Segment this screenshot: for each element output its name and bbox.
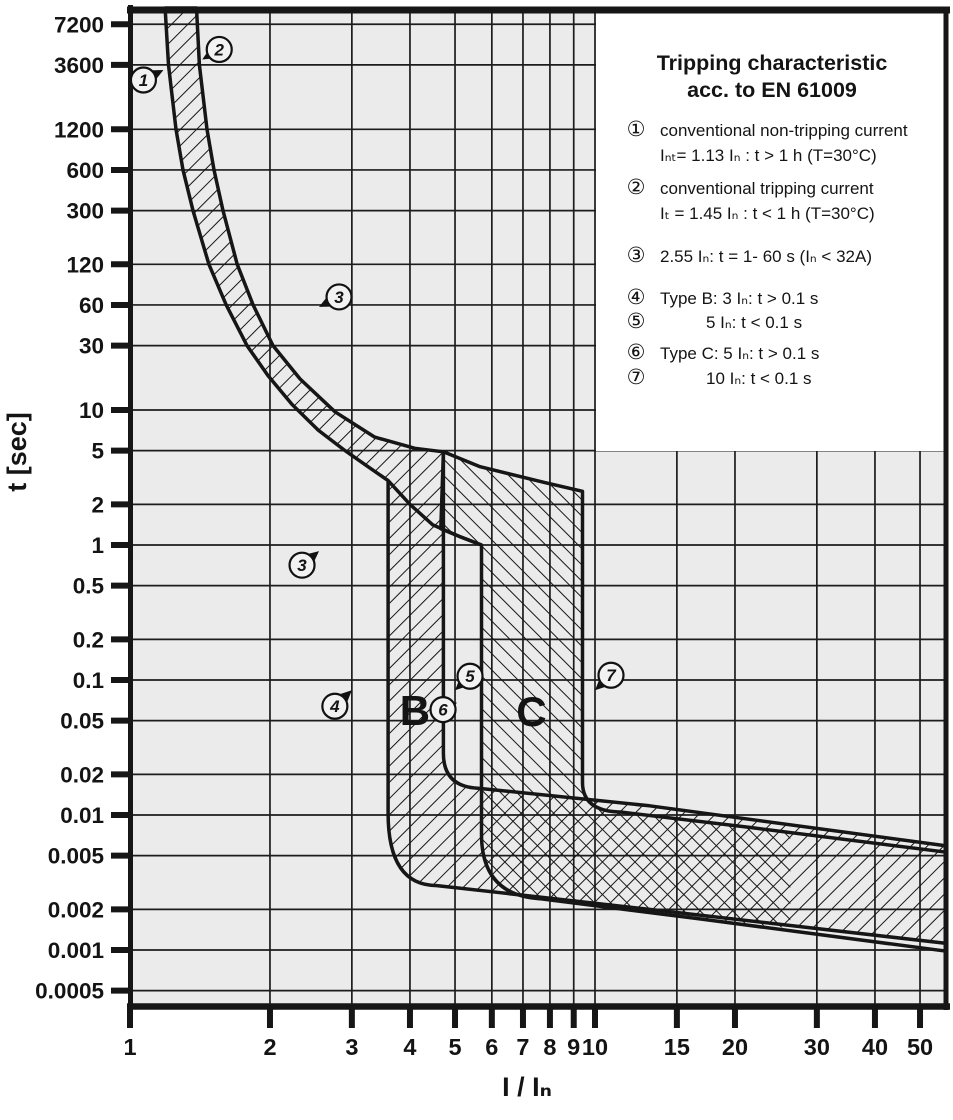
legend-item-text: conventional non-tripping current bbox=[660, 121, 908, 140]
y-tick-label: 600 bbox=[66, 157, 104, 183]
x-tick-label: 4 bbox=[403, 1034, 417, 1060]
marker-number: 4 bbox=[330, 697, 340, 717]
x-tick-label: 5 bbox=[448, 1034, 462, 1060]
marker-number: 3 bbox=[297, 556, 307, 576]
x-tick-label: 3 bbox=[345, 1034, 359, 1060]
marker-number: 1 bbox=[138, 71, 149, 91]
marker-number: 5 bbox=[465, 667, 475, 687]
band-letter-b: B bbox=[399, 686, 431, 734]
x-tick-label: 6 bbox=[485, 1034, 499, 1060]
legend-item-number: ④ bbox=[626, 286, 646, 309]
y-tick-label: 2 bbox=[91, 492, 104, 518]
y-tick-label: 0.5 bbox=[72, 573, 104, 599]
legend-item-text: Iₜ = 1.45 Iₙ : t < 1 h (T=30°C) bbox=[660, 204, 875, 223]
y-tick-label: 0.002 bbox=[47, 897, 104, 923]
y-tick-label: 0.0005 bbox=[35, 978, 104, 1004]
y-tick-label: 5 bbox=[91, 438, 104, 464]
y-axis-title: t [sec] bbox=[2, 412, 32, 492]
band-letter-c: C bbox=[516, 687, 547, 735]
x-tick-label: 9 bbox=[567, 1034, 581, 1060]
y-tick-label: 0.02 bbox=[60, 762, 104, 788]
x-tick-label: 15 bbox=[663, 1034, 690, 1060]
x-tick-label: 30 bbox=[803, 1034, 830, 1060]
legend-title-line1: Tripping characteristic bbox=[656, 51, 888, 75]
legend-item-text: conventional tripping current bbox=[660, 179, 874, 198]
y-tick-label: 7200 bbox=[53, 12, 104, 38]
y-tick-label: 1200 bbox=[53, 117, 104, 143]
legend-item-text: Type C: 5 Iₙ: t > 0.1 s bbox=[660, 344, 820, 363]
legend-item-3 bbox=[627, 244, 872, 267]
legend-title-line2: acc. to EN 61009 bbox=[687, 78, 857, 102]
marker-6 bbox=[431, 697, 458, 722]
y-tick-label: 0.005 bbox=[47, 843, 104, 869]
y-tick-label: 0.1 bbox=[72, 668, 104, 693]
y-tick-label: 10 bbox=[78, 398, 104, 423]
x-tick-label: 10 bbox=[581, 1034, 609, 1060]
x-tick-label: 40 bbox=[861, 1034, 889, 1060]
x-tick-label: 2 bbox=[263, 1034, 277, 1060]
x-tick-label: 7 bbox=[516, 1034, 530, 1060]
legend-item-text: Type B: 3 Iₙ: t > 0.1 s bbox=[660, 289, 819, 308]
marker-number: 2 bbox=[214, 40, 224, 60]
legend-item-number: ③ bbox=[626, 244, 646, 267]
marker-number: 3 bbox=[334, 287, 344, 307]
legend-item-text: 10 Iₙ: t < 0.1 s bbox=[706, 369, 812, 388]
y-tick-label: 3600 bbox=[53, 52, 104, 78]
y-tick-label: 0.2 bbox=[72, 627, 104, 653]
legend-item-text: 5 Iₙ: t < 0.1 s bbox=[706, 313, 803, 332]
y-tick-label: 60 bbox=[78, 292, 104, 318]
legend-item-number: ② bbox=[626, 176, 646, 199]
legend-item-number: ① bbox=[626, 118, 646, 141]
y-tick-label: 120 bbox=[66, 252, 104, 278]
legend-item-number: ⑦ bbox=[626, 366, 646, 389]
y-tick-label: 0.05 bbox=[60, 708, 104, 734]
x-tick-label: 20 bbox=[721, 1034, 749, 1060]
legend-item-text: Iₙₜ= 1.13 Iₙ : t > 1 h (T=30°C) bbox=[660, 146, 877, 165]
legend-item-number: ⑥ bbox=[626, 341, 646, 364]
legend-item-number: ⑤ bbox=[626, 310, 646, 333]
y-tick-label: 0.001 bbox=[47, 938, 104, 963]
marker-number: 7 bbox=[606, 666, 616, 686]
x-axis-title: I / Iₙ bbox=[502, 1072, 552, 1102]
marker-number: 6 bbox=[438, 700, 448, 720]
y-tick-label: 300 bbox=[66, 198, 104, 224]
y-tick-labels bbox=[35, 12, 104, 1003]
y-tick-label: 0.01 bbox=[60, 803, 104, 828]
y-tick-label: 30 bbox=[78, 333, 104, 359]
x-tick-label: 8 bbox=[543, 1034, 557, 1060]
x-tick-label: 1 bbox=[123, 1034, 137, 1060]
x-tick-labels bbox=[123, 1034, 933, 1060]
x-tick-label: 50 bbox=[906, 1034, 934, 1060]
y-tick-label: 1 bbox=[91, 533, 104, 558]
legend-item-text: 2.55 Iₙ: t = 1- 60 s (Iₙ < 32A) bbox=[660, 247, 872, 266]
